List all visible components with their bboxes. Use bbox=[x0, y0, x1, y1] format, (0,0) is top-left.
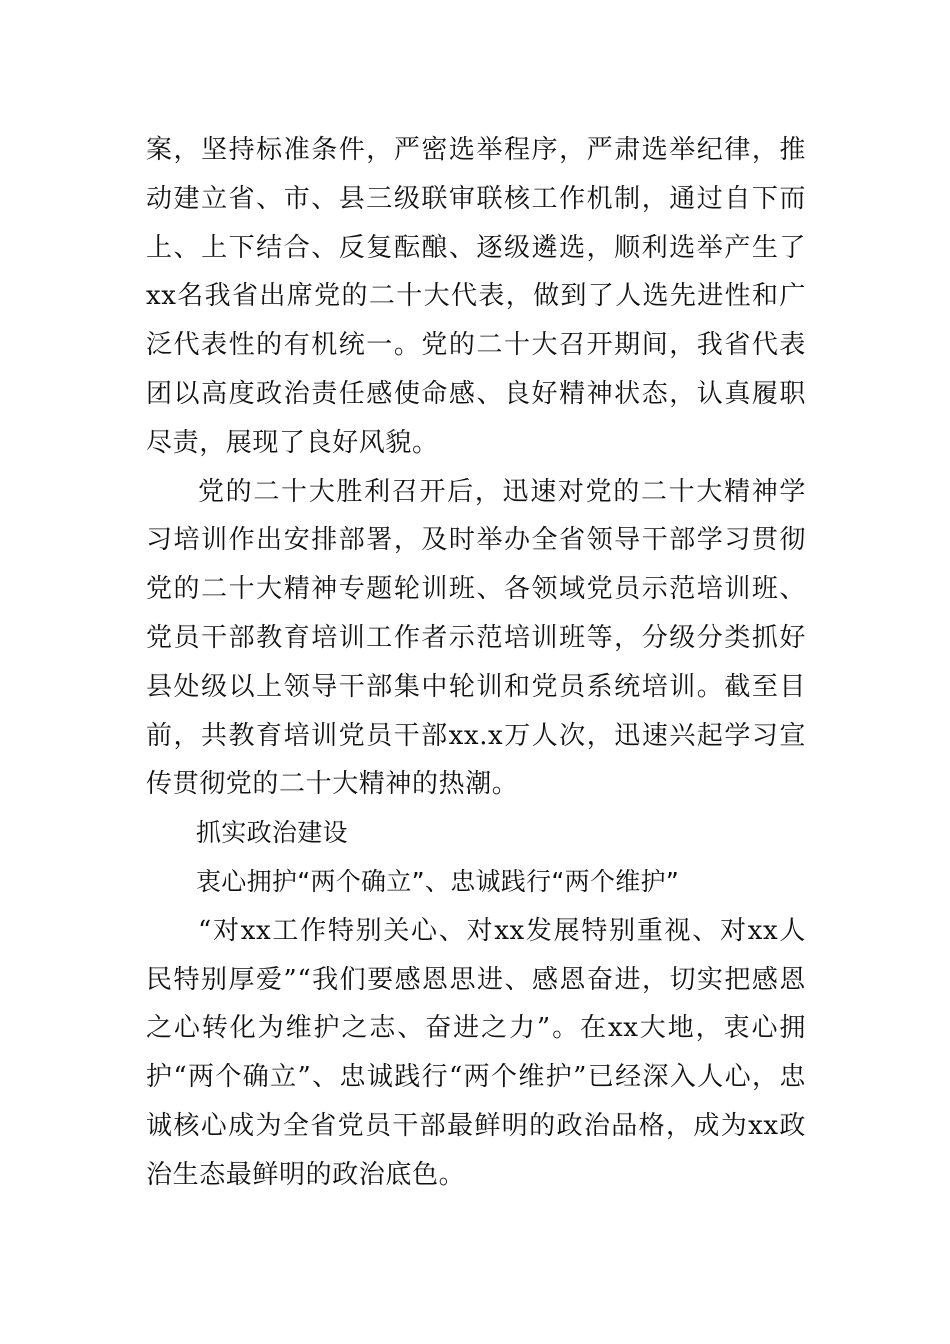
document-page bbox=[146, 126, 806, 1200]
paragraph-2: 党的二十大胜利召开后，迅速对党的二十大精神学习培训作出安排部署，及时举办全省领导干部学习贯彻党的二十大精神专题轮训班、各领域党员示范培训班、党员干部教育培训工作者示范培训班等，分级分类抓好县处级以上领导干部集中轮训和党员系统培训。截至目前，共教育培训党员干部xx.x万人次，迅速兴起学习宣传贯彻党的二十大精神的热潮。 bbox=[146, 476, 806, 800]
subsection-heading: 衷心拥护“两个确立”、忠诚践行“两个维护” bbox=[196, 866, 680, 896]
paragraph-1: 案，坚持标准条件，严密选举程序，严肃选举纪律，推动建立省、市、县三级联审联核工作机制，通过自下而上、上下结合、反复酝酿、逐级遴选，顺利选举产生了xx名我省出席党的二十大代表，做到了人选先进性和广泛代表性的有机统一。党的二十大召开期间，我省代表团以高度政治责任感使命感、良好精神状态，认真履职尽责，展现了良好风貌。 bbox=[146, 135, 806, 458]
paragraph-3: “对xx工作特别关心、对xx发展特别重视、对xx人民特别厚爱”“我们要感恩思进、感恩奋进，切实把感恩之心转化为维护之志、奋进之力”。在xx大地，衷心拥护“两个确立”、忠诚践行“两个维护”已经深入人心，忠诚核心成为全省党员干部最鲜明的政治品格，成为xx政治生态最鲜明的政治底色。 bbox=[146, 915, 806, 1190]
section-heading: 抓实政治建设 bbox=[196, 818, 348, 848]
